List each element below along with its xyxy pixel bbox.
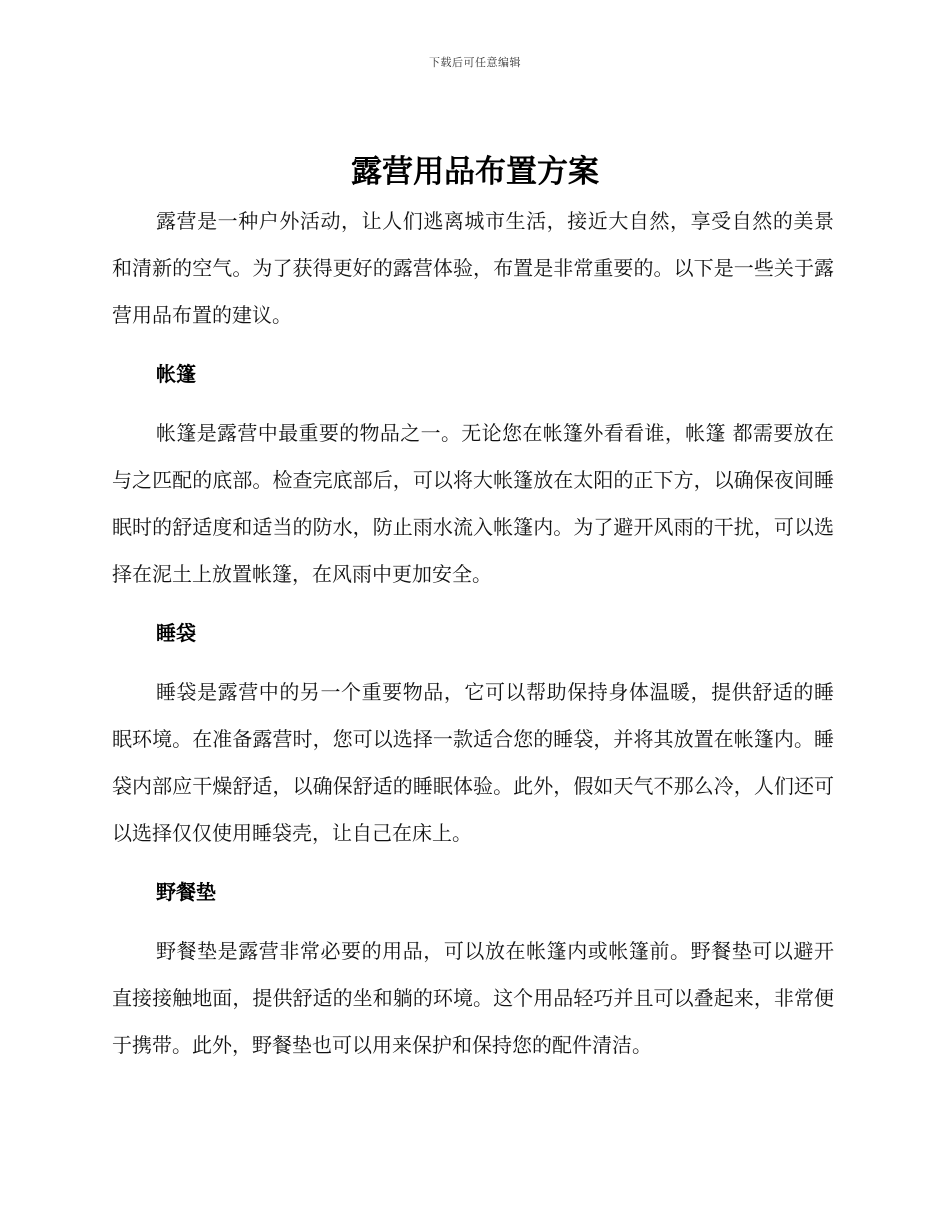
section-body-sleeping-bag: 睡袋是露营中的另一个重要物品，它可以帮助保持身体温暖，提供舒适的睡眠环境。在准备露营时，您可以选择一款适合您的睡袋，并将其放置在帐篷内。睡袋内部应干燥舒适，以确保舒适的睡眠体验。此外，假如天气不那么冷，人们还可以选择仅仅使用睡袋壳，让自己在床上。 (112, 680, 834, 845)
section-heading-tent: 帐篷 (156, 362, 196, 386)
page-title: 露营用品布置方案 (351, 154, 599, 190)
section-body-picnic-mat: 野餐垫是露营非常必要的用品，可以放在帐篷内或帐篷前。野餐垫可以避开直接接触地面，提供舒适的坐和躺的环境。这个用品轻巧并且可以叠起来，非常便于携带。此外，野餐垫也可以用来保护和保持您的配件清洁。 (112, 939, 834, 1057)
document-body (112, 198, 834, 1069)
section-body-tent: 帐篷是露营中最重要的物品之一。无论您在帐篷外看看谁，帐篷 都需要放在与之匹配的底部。检查完底部后，可以将大帐篷放在太阳的正下方，以确保夜间睡眠时的舒适度和适当的防水，防止雨水流入帐篷内。为了避开风雨的干扰，可以选择在泥土上放置帐篷，在风雨中更加安全。 (112, 421, 834, 586)
intro-paragraph: 露营是一种户外活动，让人们逃离城市生活，接近大自然，享受自然的美景和清新的空气。为了获得更好的露营体验，布置是非常重要的。以下是一些关于露营用品布置的建议。 (112, 209, 834, 327)
section-heading-sleeping-bag: 睡袋 (156, 621, 196, 645)
section-heading-picnic-mat: 野餐垫 (156, 880, 216, 904)
header-note: 下载后可任意编辑 (429, 56, 521, 69)
